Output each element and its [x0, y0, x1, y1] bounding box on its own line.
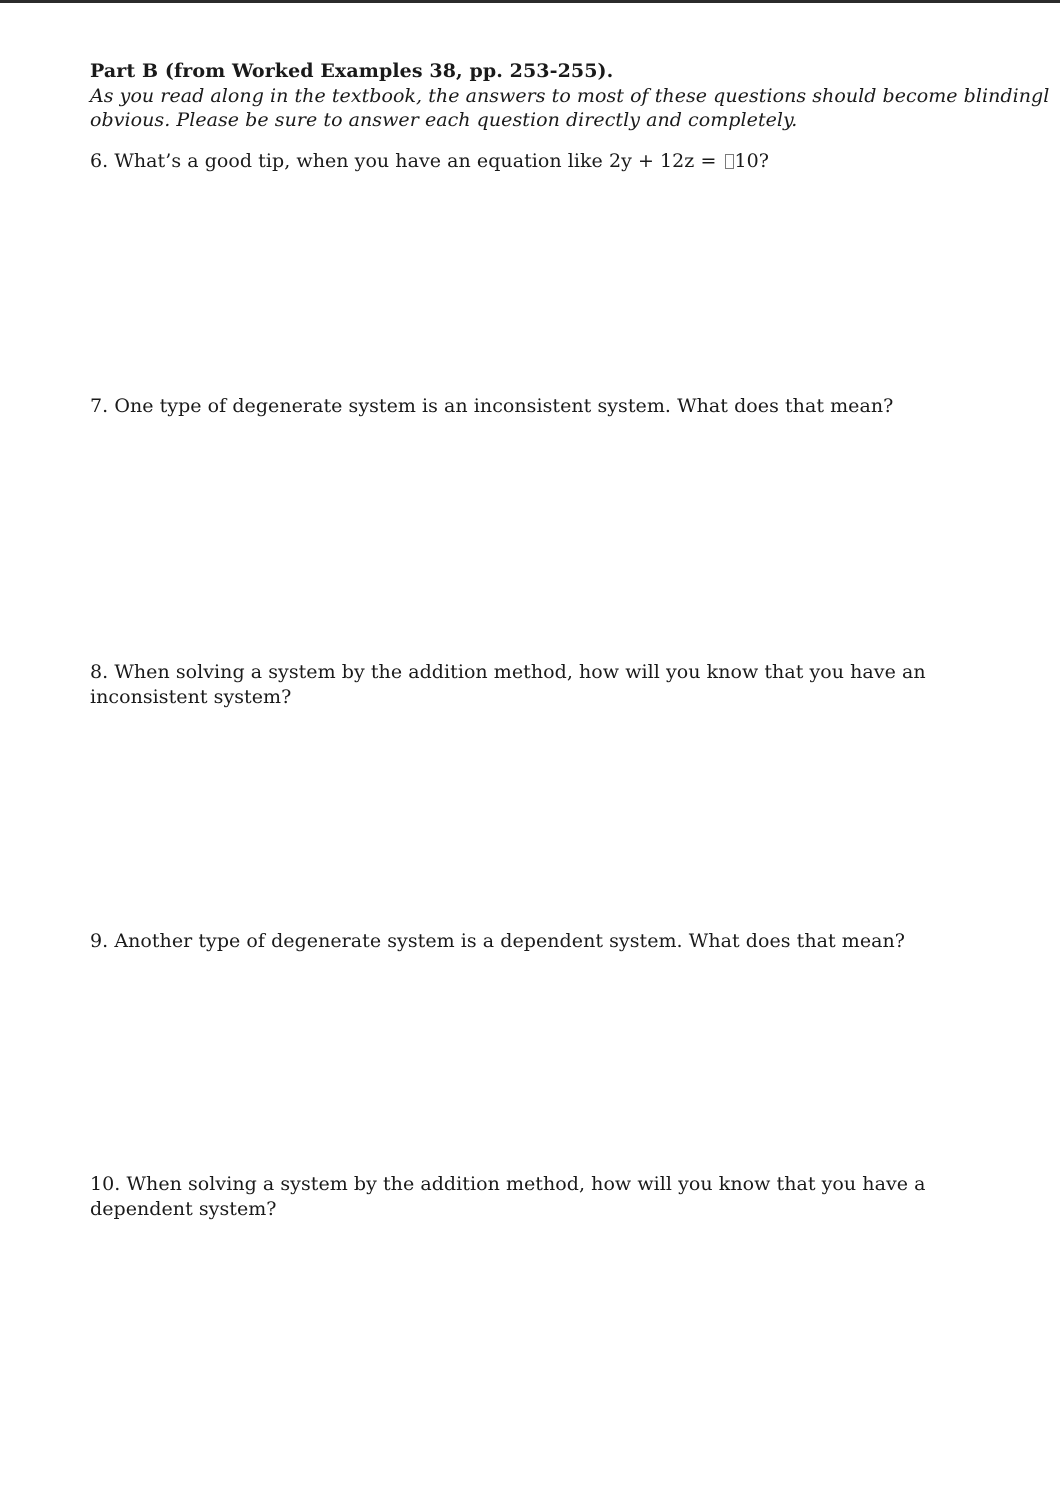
- question-7: [90, 394, 990, 419]
- question-6: [90, 149, 990, 174]
- missing-glyph-icon: [725, 154, 734, 169]
- instructions-line: obvious. Please be sure to answer each question directly and completely.: [90, 109, 798, 131]
- question-text: 6. What’s a good tip, when you have an equation like 2y + 12z =: [90, 150, 723, 172]
- question-line: 7. One type of degenerate system is an inconsistent system. What does that mean?: [90, 395, 894, 417]
- question-line: 9. Another type of degenerate system is a dependent system. What does that mean?: [90, 930, 906, 952]
- question-line: inconsistent system?: [90, 686, 292, 708]
- question-8: [90, 660, 990, 710]
- instructions-line: As you read along in the textbook, the answers to most of these questions should become blindingl: [90, 85, 1050, 107]
- question-9: [90, 929, 990, 954]
- instructions: [90, 84, 1060, 132]
- question-text: 10?: [734, 150, 770, 172]
- question-10: [90, 1172, 990, 1222]
- question-line: 10. When solving a system by the addition method, how will you know that you have a: [90, 1173, 926, 1195]
- question-line: 8. When solving a system by the addition method, how will you know that you have an: [90, 661, 926, 683]
- question-line: dependent system?: [90, 1198, 277, 1220]
- part-title: Part B (from Worked Examples 38, pp. 253-255).: [90, 60, 614, 82]
- question-line: [90, 149, 990, 174]
